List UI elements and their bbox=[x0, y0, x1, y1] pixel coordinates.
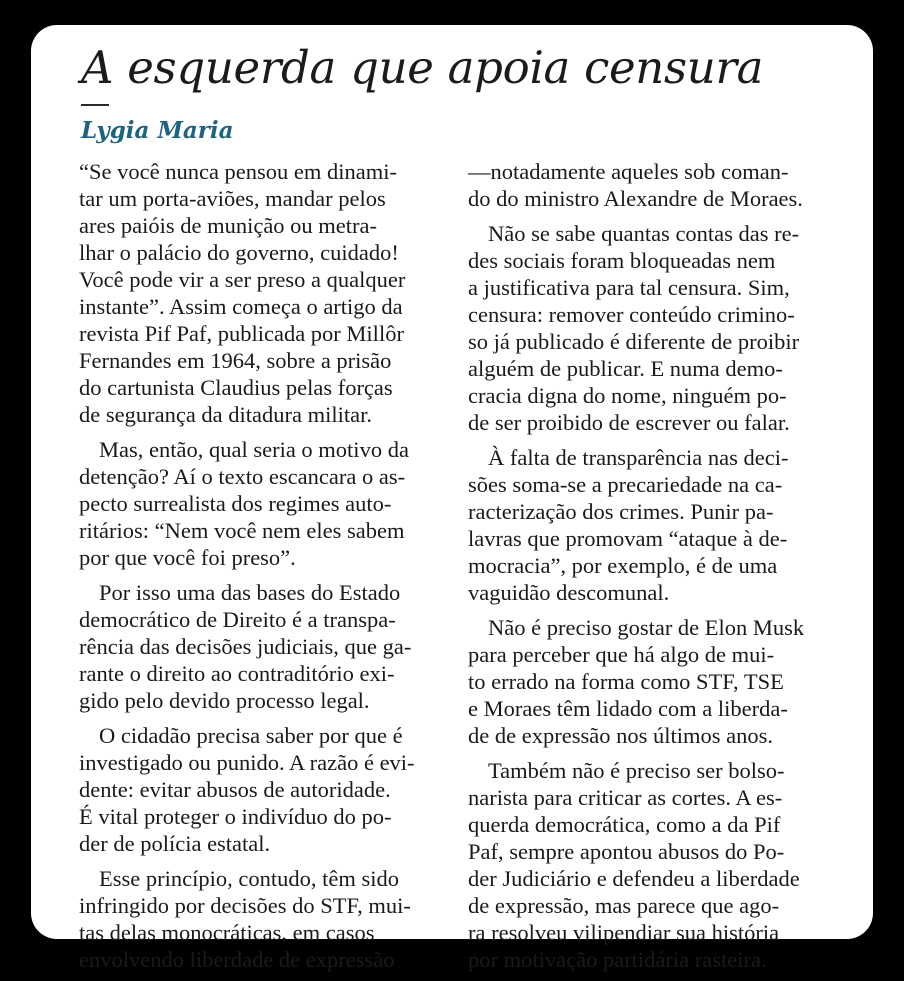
paragraph-line: À falta de transparência nas deci- bbox=[488, 445, 789, 470]
paragraph-line: Também não é preciso ser bolso- bbox=[488, 758, 785, 783]
paragraph-line: lavras que promovam “ataque à de- bbox=[468, 526, 788, 551]
paragraph-line: por que você foi preso”. bbox=[79, 545, 296, 570]
paragraph-line: Você pode vir a ser preso a qualquer bbox=[79, 267, 406, 292]
paragraph-line: a justificativa para tal censura. Sim, bbox=[468, 275, 790, 300]
paragraph-line: cracia digna do nome, ninguém po- bbox=[468, 383, 787, 408]
paragraph-line: de expressão, mas parece que ago- bbox=[468, 893, 780, 918]
paragraph-line: Por isso uma das bases do Estado bbox=[99, 580, 401, 605]
paragraph-line: der de polícia estatal. bbox=[79, 831, 271, 856]
paragraph-line: ra resolveu vilipendiar sua história bbox=[468, 920, 780, 945]
article-paragraph bbox=[468, 220, 846, 436]
paragraph-line: ares paióis de munição ou metra- bbox=[79, 213, 378, 238]
article-column-left bbox=[79, 158, 455, 981]
paragraph-line: democrático de Direito é a transpa- bbox=[79, 607, 396, 632]
paragraph-line: racterização dos crimes. Punir pa- bbox=[468, 499, 774, 524]
paragraph-line: infringido por decisões do STF, mui- bbox=[79, 893, 411, 918]
paragraph-line: por motivação partidária rasteira. bbox=[468, 947, 767, 972]
article-paragraph bbox=[79, 158, 455, 428]
paragraph-line: Não é preciso gostar de Elon Musk bbox=[488, 615, 805, 640]
paragraph-line: revista Pif Paf, publicada por Millôr bbox=[79, 321, 404, 346]
paragraph-line: tas delas monocráticas, em casos bbox=[79, 920, 375, 945]
paragraph-line: “Se você nunca pensou em dinami- bbox=[79, 159, 398, 184]
paragraph-line: tar um porta-aviões, mandar pelos bbox=[79, 186, 386, 211]
paragraph-line: para perceber que há algo de mui- bbox=[468, 642, 775, 667]
article-paragraph bbox=[468, 158, 846, 212]
paragraph-line: pecto surrealista dos regimes auto- bbox=[79, 491, 392, 516]
paragraph-line: de ser proibido de escrever ou falar. bbox=[468, 410, 790, 435]
article-card bbox=[31, 25, 873, 972]
paragraph-line: des sociais foram bloqueadas nem bbox=[468, 248, 776, 273]
paragraph-line: do cartunista Claudius pelas forças bbox=[79, 375, 393, 400]
paragraph-line: mocracia”, por exemplo, é de uma bbox=[468, 553, 778, 578]
paragraph-line: rante o direito ao contraditório exi- bbox=[79, 661, 395, 686]
paragraph-line: vaguidão descomunal. bbox=[468, 580, 670, 605]
article-paragraph bbox=[79, 865, 455, 973]
paragraph-line: Esse princípio, contudo, têm sido bbox=[99, 866, 399, 891]
paragraph-line: do do ministro Alexandre de Moraes. bbox=[468, 186, 803, 211]
paragraph-line: rência das decisões judiciais, que ga- bbox=[79, 634, 412, 659]
paragraph-line: investigado ou punido. A razão é evi- bbox=[79, 750, 415, 775]
paragraph-line: detenção? Aí o texto escancara o as- bbox=[79, 464, 406, 489]
paragraph-line: sões soma-se a precariedade na ca- bbox=[468, 472, 783, 497]
paragraph-line: Mas, então, qual seria o motivo da bbox=[99, 437, 409, 462]
paragraph-line: envolvendo liberdade de expressão bbox=[79, 947, 395, 972]
paragraph-line: dente: evitar abusos de autoridade. bbox=[79, 777, 391, 802]
paragraph-line: instante”. Assim começa o artigo da bbox=[79, 294, 403, 319]
paragraph-line: Fernandes em 1964, sobre a prisão bbox=[79, 348, 392, 373]
paragraph-line: alguém de publicar. E numa demo- bbox=[468, 356, 783, 381]
paragraph-line: der Judiciário e defendeu a liberdade bbox=[468, 866, 800, 891]
paragraph-line: O cidadão precisa saber por que é bbox=[99, 723, 403, 748]
paragraph-line: de de expressão nos últimos anos. bbox=[468, 723, 773, 748]
paragraph-line: É vital proteger o indivíduo do po- bbox=[79, 804, 392, 829]
paragraph-line: Não se sabe quantas contas das re- bbox=[488, 221, 800, 246]
paragraph-line: de segurança da ditadura militar. bbox=[79, 402, 373, 427]
article-paragraph bbox=[468, 757, 846, 973]
paragraph-line: to errado na forma como STF, TSE bbox=[468, 669, 784, 694]
paragraph-line: gido pelo devido processo legal. bbox=[79, 688, 370, 713]
headline: A esquerda que apoia censura bbox=[81, 41, 764, 94]
article-paragraph bbox=[468, 444, 846, 606]
headline-divider bbox=[81, 104, 109, 106]
paragraph-line: querda democrática, como a da Pif bbox=[468, 812, 781, 837]
paragraph-line: e Moraes têm lidado com a liberda- bbox=[468, 696, 788, 721]
article-paragraph bbox=[79, 722, 455, 857]
paragraph-line: ritários: “Nem você nem eles sabem bbox=[79, 518, 405, 543]
paragraph-line: lhar o palácio do governo, cuidado! bbox=[79, 240, 399, 265]
paragraph-line: —notadamente aqueles sob coman- bbox=[468, 159, 789, 184]
article-paragraph bbox=[79, 436, 455, 571]
paragraph-line: Paf, sempre apontou abusos do Po- bbox=[468, 839, 785, 864]
author-byline: Lygia Maria bbox=[81, 117, 234, 144]
article-paragraph bbox=[468, 614, 846, 749]
article-paragraph bbox=[79, 579, 455, 714]
article-column-right bbox=[468, 158, 846, 981]
paragraph-line: narista para criticar as cortes. A es- bbox=[468, 785, 783, 810]
paragraph-line: censura: remover conteúdo crimino- bbox=[468, 302, 795, 327]
paragraph-line: so já publicado é diferente de proibir bbox=[468, 329, 800, 354]
